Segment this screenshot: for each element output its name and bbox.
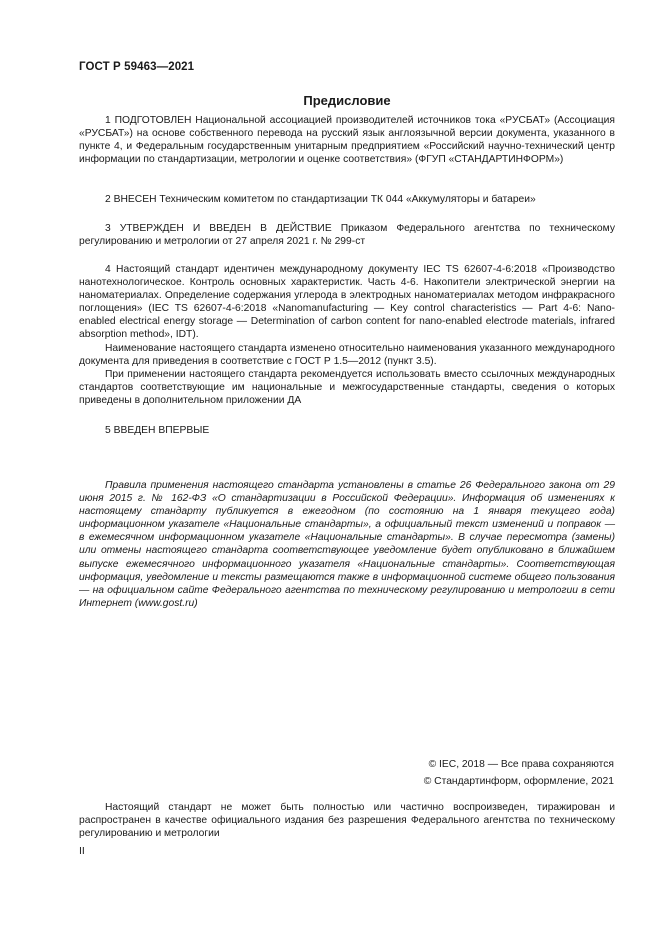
preface-item-2 [79, 193, 615, 206]
standard-application-notice [79, 479, 615, 610]
preface-item-4-paragraph-3: При применении настоящего стандарта рекомендуется использовать вместо ссылочных международных стандартов соответствующие им национальные и межгосударственные стандарты, сведения о которых приведены в дополнительном приложении ДА [79, 368, 615, 406]
preface-item-3-text: 3 УТВЕРЖДЕН И ВВЕДЕН В ДЕЙСТВИЕ Приказом Федерального агентства по техническому регулированию и метрологии от 27 апреля 2021 г. № 299-ст [79, 223, 615, 248]
preface-item-1 [79, 114, 615, 166]
preface-item-1-text: 1 ПОДГОТОВЛЕН Национальной ассоциацией производителей источников тока «РУСБАТ» (Ассоциация «РУСБАТ») на основе собственного перевода на русский язык англоязычной версии документа, указанного в пункте 4, и Федеральным государственным унитарным предприятием «Российский научно-технический центр информации по стандартизации, метрологии и оценке соответствия» (ФГУП «СТАНДАРТИНФОРМ») [79, 115, 615, 166]
notice-text: Правила применения настоящего стандарта установлены в статье 26 Федерального закона от 29 июня 2015 г. № 162-ФЗ «О стандартизации в Российской Федерации». Информация об изменениях к настоящему стандарту публикуется в ежегодном (по состоянию на 1 января текущего года) информационном указателе «Национальные стандарты», а официальный текст изменений и поправок — в ежемесячном информационном указателе «Национальные стандарты». В случае пересмотра (замены) или отмены настоящего стандарта соответствующее уведомление будет опубликовано в ближайшем выпуске ежемесячного информационного указателя «Национальные стандарты». Соответствующая информация, уведомление и тексты размещаются также в информационной системе общего пользования — на официальном сайте Федерального агентства по техническому регулированию и метрологии в сети Интернет (www.gost.ru) [79, 480, 615, 609]
copyright-iec: © IEC, 2018 — Все права сохраняются [428, 759, 614, 770]
preface-title: Предисловие [303, 93, 391, 108]
reproduction-note [79, 801, 615, 840]
copyright-standartinform: © Стандартинформ, оформление, 2021 [423, 776, 614, 787]
page-number: II [79, 845, 85, 857]
preface-item-3 [79, 222, 615, 248]
preface-item-4 [79, 263, 615, 407]
reproduction-note-text: Настоящий стандарт не может быть полностью или частично воспроизведен, тиражирован и распространен в качестве официального издания без разрешения Федерального агентства по техническому регулированию и метрологии [79, 802, 615, 840]
preface-item-2-text: 2 ВНЕСЕН Техническим комитетом по стандартизации ТК 044 «Аккумуляторы и батареи» [105, 194, 536, 205]
preface-item-5 [79, 424, 615, 437]
preface-item-4-paragraph-2: Наименование настоящего стандарта изменено относительно наименования указанного международного документа для приведения в соответствие с ГОСТ Р 1.5—2012 (пункт 3.5). [79, 342, 615, 367]
preface-item-4-paragraph-1: 4 Настоящий стандарт идентичен международному документу IEC TS 62607-4-6:2018 «Производство нанотехнологическое. Контроль основных характеристик. Часть 4-6. Накопители электрической энергии на наноматериалах. Определение содержания углерода в электродных наноматериалах методом инфракрасного поглощения» (IEC TS 62607-4-6:2018 «Nanomanufacturing — Key control characteristics — Part 4-6: Nano-enabled electrical energy storage — Determination of carbon content for nano-enabled electrode materials, infrared absorption method», IDT). [79, 264, 615, 341]
preface-item-5-text: 5 ВВЕДЕН ВПЕРВЫЕ [105, 425, 210, 436]
document-code: ГОСТ Р 59463—2021 [79, 61, 195, 73]
